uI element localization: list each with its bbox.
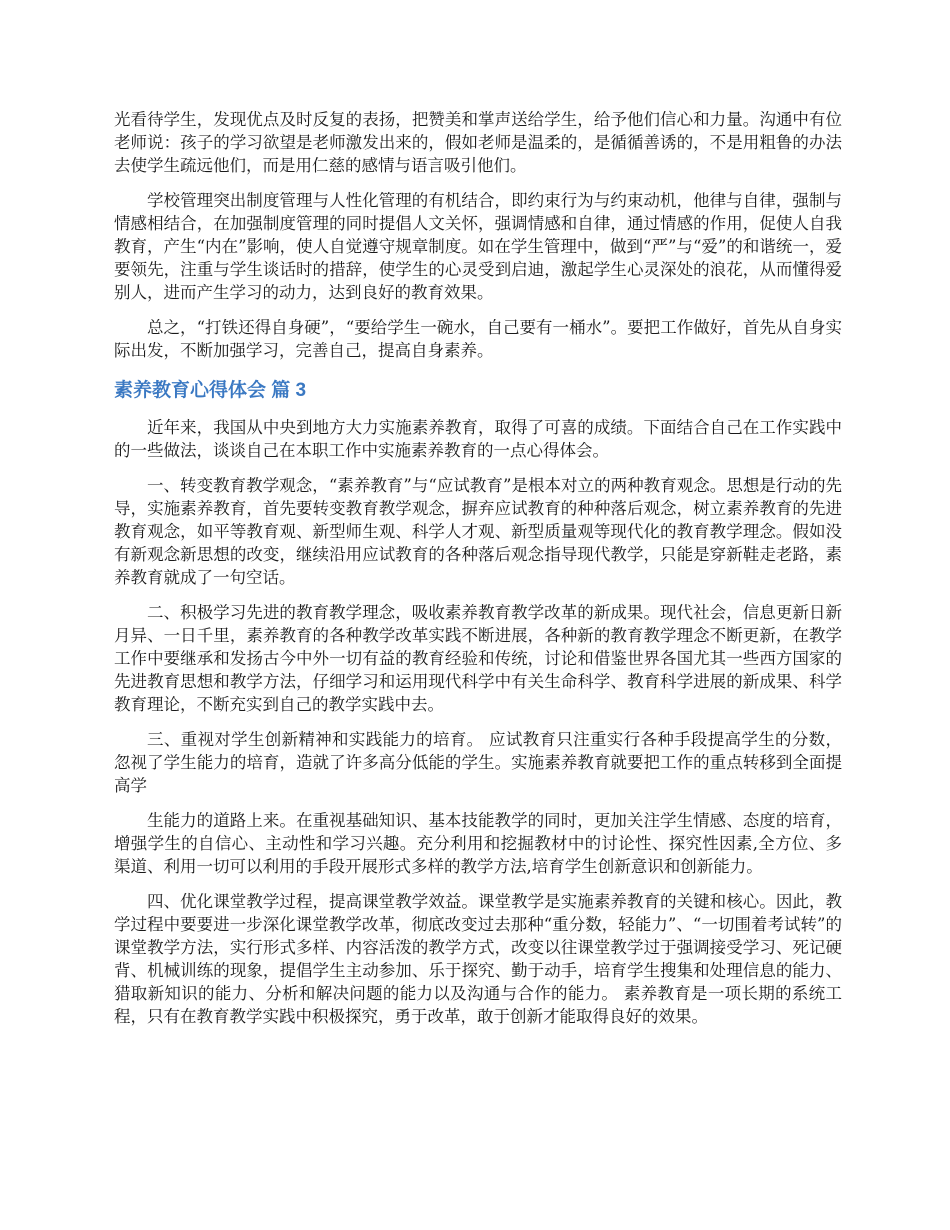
paragraph-point-1: 一、转变教育教学观念，“素养教育”与“应试教育”是根本对立的两种教育观念。思想是行动的先导，实施素养教育，首先要转变教育教学观念，摒弃应试教育的种种落后观念，树立素养教育的先进教育观念，如平等教育观、新型师生观、科学人才观、新型质量观等现代化的教育教学理念。假如没有新观念新思想的改变，继续沿用应试教育的各种落后观念指导现代教学，只能是穿新鞋走老路，素养教育就成了一句空话。 <box>114 476 842 587</box>
paragraph-school-management: 学校管理突出制度管理与人性化管理的有机结合，即约束行为与约束动机，他律与自律，强制与情感相结合，在加强制度管理的同时提倡人文关怀，强调情感和自律，通过情感的作用，促使人自我教育，产生“内在”影响，使人自觉遵守规章制度。如在学生管理中，做到“严”与“爱”的和谐统一，爱要领先，注重与学生谈话时的措辞，使学生的心灵受到启迪，激起学生心灵深处的浪花，从而懂得爱别人，进而产生学习的动力，达到良好的教育效果。 <box>114 191 842 302</box>
paragraph-conclusion: 总之，“打铁还得自身硬”，“要给学生一碗水，自己要有一桶水”。要把工作做好，首先从自身实际出发，不断加强学习，完善自己，提高自身素养。 <box>114 318 842 360</box>
paragraph-point-3: 三、重视对学生创新精神和实践能力的培育。 应试教育只注重实行各种手段提高学生的分数，忽视了学生能力的培育，造就了许多高分低能的学生。实施素养教育就要把工作的重点转移到全面提高学 <box>114 730 842 795</box>
paragraph-intro: 近年来，我国从中央到地方大力实施素养教育，取得了可喜的成绩。下面结合自己在工作实践中的一些做法，谈谈自己在本职工作中实施素养教育的一点心得体会。 <box>114 418 842 460</box>
paragraph-continued: 光看待学生，发现优点及时反复的表扬，把赞美和掌声送给学生，给予他们信心和力量。沟通中有位老师说：孩子的学习欲望是老师激发出来的，假如老师是温柔的，是循循善诱的，不是用粗鲁的办法去使学生疏远他们，而是用仁慈的感情与语言吸引他们。 <box>114 110 842 175</box>
paragraph-point-2: 二、积极学习先进的教育教学理念，吸收素养教育教学改革的新成果。现代社会，信息更新日新月异、一日千里，素养教育的各种教学改革实践不断进展，各种新的教育教学理念不断更新，在教学工作中要继承和发扬古今中外一切有益的教育经验和传统，讨论和借鉴世界各国尤其一些西方国家的先进教育思想和教学方法，仔细学习和运用现代科学中有关生命科学、教育科学进展的新成果、科学教育理论，不断充实到自己的教学实践中去。 <box>114 603 842 714</box>
document-page <box>114 108 842 1040</box>
paragraph-point-4: 四、优化课堂教学过程，提高课堂教学效益。课堂教学是实施素养教育的关键和核心。因此，教学过程中要要进一步深化课堂教学改革，彻底改变过去那种“重分数，轻能力”、“一切围着考试转”的课堂教学方法，实行形式多样、内容活泼的教学方式，改变以往课堂教学过于强调接受学习、死记硬背、机械训练的现象，提倡学生主动参加、乐于探究、勤于动手，培育学生搜集和处理信息的能力、猎取新知识的能力、分析和解决问题的能力以及沟通与合作的能力。 素养教育是一项长期的系统工程，只有在教育教学实践中积极探究，勇于改革，敢于创新才能取得良好的效果。 <box>114 892 842 1026</box>
paragraph-point-3-continued: 生能力的道路上来。在重视基础知识、基本技能教学的同时，更加关注学生情感、态度的培育，增强学生的自信心、主动性和学习兴趣。充分利用和挖掘教材中的讨论性、探究性因素,全方位、多渠道、利用一切可以利用的手段开展形式多样的教学方法,培育学生创新意识和创新能力。 <box>114 811 842 876</box>
section-heading: 素养教育心得体会 篇 3 <box>114 380 307 401</box>
